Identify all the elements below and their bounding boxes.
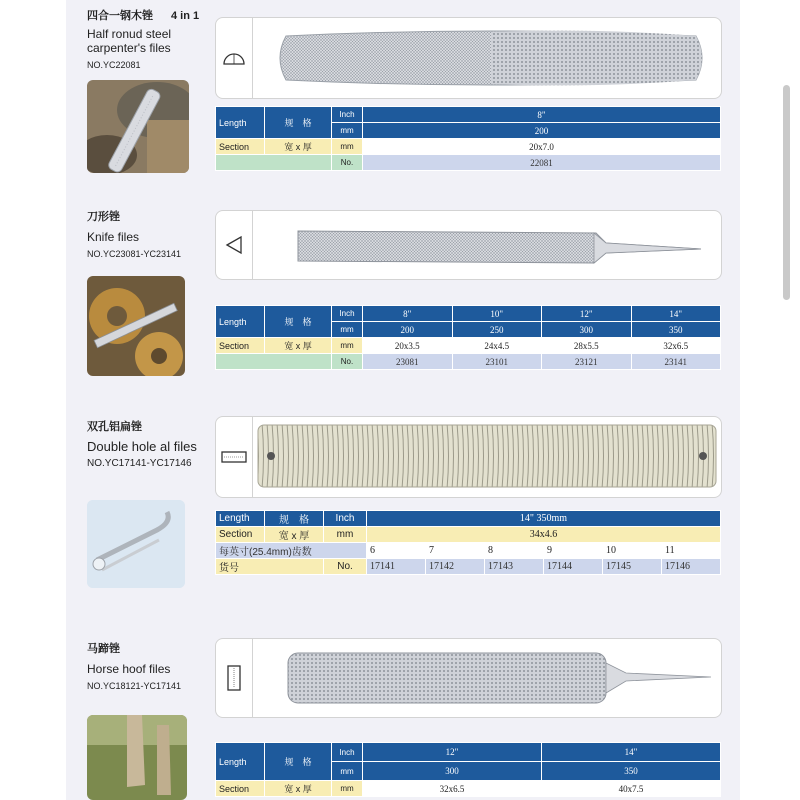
section-value: 24x4.5 (452, 338, 542, 354)
item-number: 17141 (367, 559, 426, 575)
product-photo-double-hole (87, 500, 185, 588)
length-label: Length (216, 107, 265, 139)
product-code: NO.YC23081-YC23141 (87, 249, 182, 259)
length-inch-value: 8" (363, 107, 721, 123)
product-image-box-horse-hoof (215, 638, 722, 718)
no-label: No. (332, 354, 363, 370)
length-mm-value: 200 (363, 322, 453, 338)
section-unit: mm (332, 139, 363, 155)
length-label: Length (216, 743, 265, 781)
length-mm-value: 300 (542, 322, 632, 338)
product-photo-half-round (87, 80, 189, 173)
item-number: 17145 (603, 559, 662, 575)
section-value: 28x5.5 (542, 338, 632, 354)
teeth-value: 8 (485, 543, 544, 559)
product-en-title-2: carpenter's files (87, 41, 171, 55)
product-photo-knife (87, 276, 185, 376)
section-zh-label: 宽 x 厚 (265, 527, 324, 543)
section-value: 32x6.5 (363, 781, 542, 797)
product-photo-horse-hoof (87, 715, 187, 800)
item-number: 17143 (485, 559, 544, 575)
item-number: 17142 (426, 559, 485, 575)
mm-label: mm (332, 322, 363, 338)
length-inch-value: 12" (542, 306, 632, 322)
spec-label: 规 格 (265, 743, 332, 781)
product-code: NO.YC22081 (87, 60, 141, 70)
teeth-value: 7 (426, 543, 485, 559)
item-number: 17144 (544, 559, 603, 575)
knife-section-icon (216, 211, 253, 279)
product-heading-horse-hoof (87, 642, 181, 693)
length-label: Length (216, 511, 265, 527)
teeth-value: 11 (662, 543, 721, 559)
no-label-spacer (216, 354, 332, 370)
no-label: No. (324, 559, 367, 575)
double-hole-file-image (256, 423, 718, 489)
length-inch-value: 8" (363, 306, 453, 322)
product-en-title: Double hole al files (87, 439, 197, 454)
item-number: 23081 (363, 354, 453, 370)
item-number: 23141 (631, 354, 721, 370)
product-en-title: Half ronud steel (87, 27, 172, 41)
product-code: NO.YC17141-YC17146 (87, 458, 192, 469)
section-value: 32x6.5 (631, 338, 721, 354)
section-value: 20x7.0 (363, 139, 721, 155)
half-round-section-icon (216, 18, 253, 98)
no-label-spacer (216, 155, 332, 171)
spec-table-double-hole (215, 510, 721, 575)
length-value: 14" 350mm (367, 511, 721, 527)
section-label: Section (216, 781, 265, 797)
length-inch-value: 12" (363, 743, 542, 762)
teeth-label: 每英寸(25.4mm)齿数 (216, 543, 367, 559)
length-inch-value: 14" (542, 743, 721, 762)
section-label: Section (216, 139, 265, 155)
section-unit: mm (332, 781, 363, 797)
teeth-value: 6 (367, 543, 426, 559)
rect-section-icon (216, 639, 253, 717)
spec-label: 规 格 (265, 306, 332, 338)
length-inch-value: 10" (452, 306, 542, 322)
product-heading-knife (87, 210, 181, 261)
product-heading-double-hole (87, 420, 197, 471)
product-zh-title: 四合一钢木锉 (87, 10, 153, 22)
inch-label: Inch (332, 306, 363, 322)
product-code: NO.YC18121-YC17141 (87, 681, 182, 691)
teeth-value: 9 (544, 543, 603, 559)
section-value: 20x3.5 (363, 338, 453, 354)
inch-label: Inch (324, 511, 367, 527)
flat-section-icon (216, 417, 253, 497)
length-inch-value: 14" (631, 306, 721, 322)
horse-hoof-file-image (286, 649, 716, 707)
item-number: 22081 (363, 155, 721, 171)
product-zh-title: 双孔铝扁锉 (87, 421, 142, 433)
length-mm-value: 250 (452, 322, 542, 338)
spec-table-knife (215, 305, 721, 370)
section-zh-label: 宽 x 厚 (265, 139, 332, 155)
spec-table-half-round (215, 106, 721, 171)
half-round-file-image (276, 28, 716, 88)
mm-label: mm (332, 123, 363, 139)
section-value: 34x4.6 (367, 527, 721, 543)
length-mm-value: 350 (631, 322, 721, 338)
product-image-box-half-round (215, 17, 722, 99)
teeth-value: 10 (603, 543, 662, 559)
section-zh-label: 宽 x 厚 (265, 338, 332, 354)
inch-label: Inch (332, 107, 363, 123)
mm-label: mm (332, 762, 363, 781)
inch-label: Inch (332, 743, 363, 762)
product-en-title: Horse hoof files (87, 662, 171, 676)
item-number: 23121 (542, 354, 632, 370)
item-number: 17146 (662, 559, 721, 575)
product-heading-half-round (87, 9, 199, 72)
length-mm-value: 200 (363, 123, 721, 139)
section-unit: mm (324, 527, 367, 543)
section-value: 40x7.5 (542, 781, 721, 797)
section-unit: mm (332, 338, 363, 354)
item-number: 23101 (452, 354, 542, 370)
length-mm-value: 300 (363, 762, 542, 781)
scrollbar[interactable] (783, 85, 790, 300)
length-mm-value: 350 (542, 762, 721, 781)
section-label: Section (216, 338, 265, 354)
product-badge: 4 in 1 (171, 10, 200, 22)
product-image-box-knife (215, 210, 722, 280)
product-en-title: Knife files (87, 230, 140, 244)
spec-label: 规 格 (265, 511, 324, 527)
length-label: Length (216, 306, 265, 338)
spec-label: 规 格 (265, 107, 332, 139)
no-label: No. (332, 155, 363, 171)
section-zh-label: 宽 x 厚 (265, 781, 332, 797)
product-zh-title: 刀形锉 (87, 211, 120, 223)
product-zh-title: 马蹄锉 (87, 643, 120, 655)
product-image-box-double-hole (215, 416, 722, 498)
spec-table-horse-hoof (215, 742, 721, 797)
huohao-label: 货号 (216, 559, 324, 575)
section-label: Section (216, 527, 265, 543)
knife-file-image (296, 229, 706, 265)
